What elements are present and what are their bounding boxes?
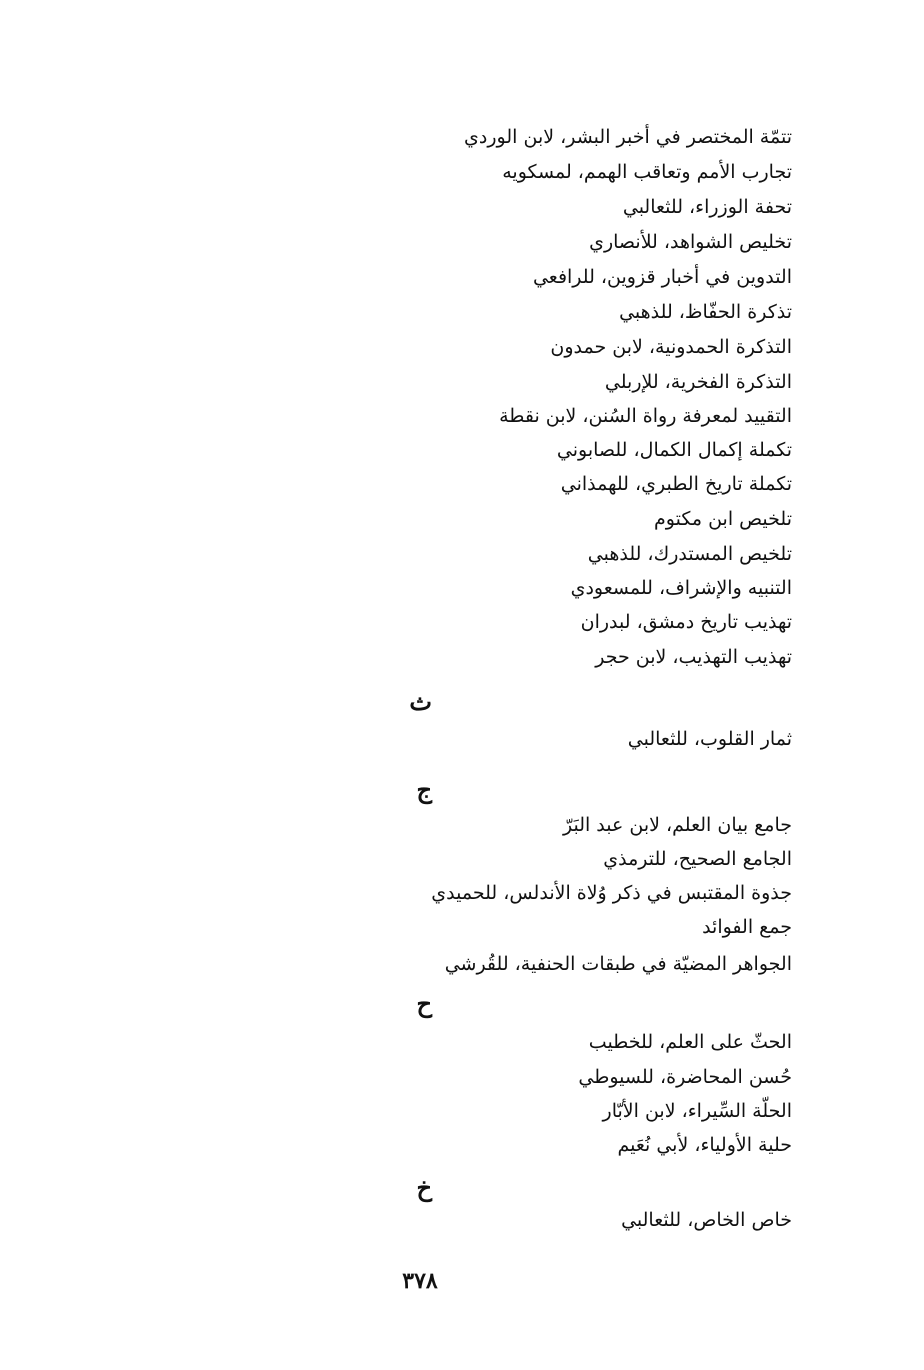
section-letter-heading: ث xyxy=(409,687,432,716)
index-entry: حُسن المحاضرة، للسيوطي xyxy=(578,1066,792,1088)
index-entry: تكملة إكمال الكمال، للصابوني xyxy=(556,439,792,461)
index-entry: تجارب الأمم وتعاقب الهمم، لمسكويه xyxy=(502,161,792,183)
page-number: ٣٧٨ xyxy=(402,1268,438,1294)
index-entry: خاص الخاص، للثعالبي xyxy=(621,1209,792,1231)
index-entry: تلخيص المستدرك، للذهبي xyxy=(587,543,792,565)
index-entry: الحثّ على العلم، للخطيب xyxy=(588,1031,792,1053)
index-entry: تهذيب تاريخ دمشق، لبدران xyxy=(580,611,792,633)
index-entry: ثمار القلوب، للثعالبي xyxy=(627,728,792,750)
index-entry: جامع بيان العلم، لابن عبد البَرّ xyxy=(562,814,792,836)
index-entry: التدوين في أخبار قزوين، للرافعي xyxy=(532,266,792,288)
index-entry: تهذيب التهذيب، لابن حجر xyxy=(595,646,792,668)
index-entry: حلية الأولياء، لأبي نُعَيم xyxy=(617,1134,792,1156)
index-entry: تكملة تاريخ الطبري، للهمذاني xyxy=(560,473,792,495)
section-letter-heading: خ xyxy=(416,1173,432,1202)
index-entry: تلخيص ابن مكتوم xyxy=(654,508,792,530)
index-entry: جمع الفوائد xyxy=(702,916,792,938)
index-entry: التذكرة الفخرية، للإربلي xyxy=(604,371,792,393)
index-entry: تذكرة الحفّاظ، للذهبي xyxy=(619,301,792,323)
index-entry: الجواهر المضيّة في طبقات الحنفية، للقُرشي xyxy=(444,953,792,975)
section-letter-heading: ج xyxy=(416,775,432,804)
index-entry: جذوة المقتبس في ذكر وُلاة الأندلس، للحميدي xyxy=(431,882,792,904)
section-letter-heading: ح xyxy=(416,989,432,1018)
index-entry: الجامع الصحيح، للترمذي xyxy=(603,848,792,870)
index-entry: تتمّة المختصر في أخبر البشر، لابن الوردي xyxy=(464,126,792,148)
index-entry: التذكرة الحمدونية، لابن حمدون xyxy=(550,336,792,358)
index-entry: التنبيه والإشراف، للمسعودي xyxy=(570,577,792,599)
index-entry: الحلّة السِّيراء، لابن الأبّار xyxy=(602,1100,792,1122)
index-entry: تخليص الشواهد، للأنصاري xyxy=(589,231,792,253)
index-entry: تحفة الوزراء، للثعالبي xyxy=(622,196,792,218)
index-entry: التقييد لمعرفة رواة السُنن، لابن نقطة xyxy=(499,405,792,427)
